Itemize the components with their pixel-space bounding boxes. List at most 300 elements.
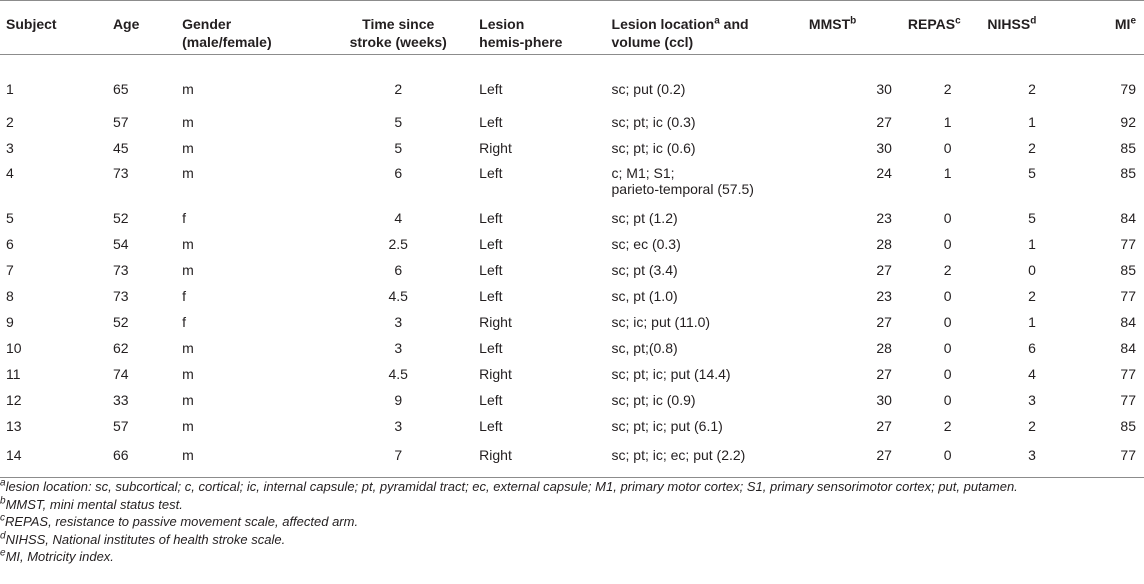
cell-location bbox=[612, 135, 809, 161]
cell-subject bbox=[0, 205, 113, 231]
cell-gender-text: m bbox=[182, 262, 194, 278]
cell-mi-text: 84 bbox=[1120, 314, 1136, 330]
cell-subject-text: 14 bbox=[6, 447, 22, 463]
cell-time bbox=[317, 55, 479, 110]
cell-time-text: 5 bbox=[394, 114, 403, 130]
cell-subject bbox=[0, 55, 113, 110]
cell-age bbox=[113, 283, 182, 309]
cell-age-text: 73 bbox=[112, 262, 129, 278]
footnote-text: MI, Motricity index. bbox=[5, 549, 114, 564]
cell-hemisphere-text: Right bbox=[479, 140, 512, 156]
header-gender bbox=[182, 1, 317, 55]
cell-repas bbox=[908, 309, 987, 335]
cell-repas-text: 0 bbox=[943, 447, 952, 463]
cell-age-text: 73 bbox=[112, 165, 129, 181]
cell-mmst bbox=[809, 335, 908, 361]
cell-repas bbox=[908, 439, 987, 478]
cell-mmst bbox=[809, 135, 908, 161]
cell-mi bbox=[1077, 135, 1144, 161]
cell-mmst-text: 30 bbox=[876, 81, 892, 97]
cell-mi-text: 85 bbox=[1120, 140, 1136, 156]
cell-mmst bbox=[809, 413, 908, 439]
cell-age bbox=[113, 231, 182, 257]
table-row bbox=[0, 361, 1144, 387]
cell-subject-text: 12 bbox=[6, 392, 22, 408]
cell-age-text: 54 bbox=[112, 236, 129, 252]
cell-age-text: 62 bbox=[112, 340, 129, 356]
header-repas-label: REPAS bbox=[907, 16, 956, 32]
cell-nihss bbox=[987, 361, 1076, 387]
cell-mmst-text: 28 bbox=[876, 236, 892, 252]
cell-location-text: sc; pt; ic; put (6.1) bbox=[611, 418, 723, 434]
cell-repas-text: 0 bbox=[943, 314, 952, 330]
header-subject-label: Subject bbox=[6, 16, 57, 32]
cell-repas bbox=[908, 361, 987, 387]
cell-location bbox=[612, 361, 809, 387]
header-time-label: Time since stroke (weeks) bbox=[349, 16, 447, 50]
cell-nihss-text: 1 bbox=[1028, 236, 1036, 252]
table-row bbox=[0, 257, 1144, 283]
cell-mi-text: 84 bbox=[1120, 340, 1136, 356]
cell-hemisphere bbox=[479, 161, 611, 205]
cell-time-text: 2 bbox=[394, 81, 403, 97]
cell-age-text: 66 bbox=[112, 447, 129, 463]
cell-mi bbox=[1077, 205, 1144, 231]
footnote-mark: a bbox=[0, 477, 6, 489]
header-mmst-label: MMST bbox=[808, 16, 851, 32]
cell-hemisphere-text: Left bbox=[479, 81, 503, 97]
cell-subject-text: 6 bbox=[6, 236, 14, 252]
cell-mmst-text: 28 bbox=[876, 340, 892, 356]
cell-gender bbox=[182, 55, 317, 110]
cell-hemisphere-text: Left bbox=[479, 340, 503, 356]
cell-nihss-text: 3 bbox=[1028, 447, 1036, 463]
cell-location bbox=[612, 413, 809, 439]
cell-hemisphere bbox=[479, 283, 611, 309]
cell-nihss bbox=[987, 205, 1076, 231]
cell-mmst bbox=[809, 257, 908, 283]
cell-time bbox=[317, 335, 479, 361]
cell-hemisphere bbox=[479, 257, 611, 283]
cell-location-text: sc; pt; ic (0.9) bbox=[611, 392, 696, 408]
cell-time-text: 4.5 bbox=[388, 288, 408, 304]
cell-age-text: 57 bbox=[112, 114, 129, 130]
cell-location-text: sc; pt; ic; ec; put (2.2) bbox=[611, 447, 746, 463]
cell-time-text: 3 bbox=[394, 314, 403, 330]
cell-age-text: 57 bbox=[112, 418, 129, 434]
cell-repas bbox=[908, 109, 987, 135]
cell-gender-text: m bbox=[182, 114, 194, 130]
cell-subject-text: 2 bbox=[6, 114, 14, 130]
header-row bbox=[0, 1, 1144, 55]
cell-location bbox=[612, 205, 809, 231]
cell-time bbox=[317, 309, 479, 335]
cell-mi bbox=[1077, 387, 1144, 413]
cell-time bbox=[317, 257, 479, 283]
cell-time-text: 5 bbox=[394, 140, 403, 156]
cell-nihss-text: 1 bbox=[1028, 314, 1036, 330]
cell-repas bbox=[908, 387, 987, 413]
cell-hemisphere bbox=[479, 205, 611, 231]
cell-nihss-text: 5 bbox=[1028, 210, 1036, 226]
cell-nihss bbox=[987, 161, 1076, 205]
cell-mi bbox=[1077, 257, 1144, 283]
cell-mi-text: 79 bbox=[1120, 81, 1136, 97]
cell-subject bbox=[0, 439, 113, 478]
header-age bbox=[113, 1, 182, 55]
cell-location-text-line2: parieto-temporal (57.5) bbox=[611, 181, 754, 197]
cell-location-text: sc, pt (1.0) bbox=[611, 288, 678, 304]
cell-repas-text: 0 bbox=[943, 392, 952, 408]
cell-repas-text: 1 bbox=[943, 114, 952, 130]
cell-gender-text: f bbox=[182, 210, 187, 226]
cell-nihss-text: 2 bbox=[1028, 140, 1036, 156]
cell-gender-text: m bbox=[182, 447, 194, 463]
cell-time-text: 6 bbox=[394, 262, 403, 278]
cell-subject bbox=[0, 257, 113, 283]
cell-hemisphere bbox=[479, 309, 611, 335]
footnote-mark: b bbox=[0, 495, 6, 507]
cell-time bbox=[317, 413, 479, 439]
cell-gender bbox=[182, 257, 317, 283]
cell-gender-text: m bbox=[182, 165, 194, 181]
cell-age-text: 65 bbox=[112, 81, 129, 97]
cell-time-text: 9 bbox=[394, 392, 403, 408]
footnote bbox=[0, 478, 1018, 496]
header-hemisphere-label: Lesion hemis-phere bbox=[479, 16, 563, 50]
cell-location-text: c; M1; S1; bbox=[611, 165, 675, 181]
cell-repas bbox=[908, 135, 987, 161]
cell-time bbox=[317, 135, 479, 161]
header-repas bbox=[908, 1, 987, 55]
cell-location-text: sc; ec (0.3) bbox=[611, 236, 681, 252]
cell-hemisphere-text: Left bbox=[479, 288, 503, 304]
table-row bbox=[0, 135, 1144, 161]
cell-mi-text: 77 bbox=[1120, 288, 1136, 304]
cell-mi-text: 77 bbox=[1120, 236, 1136, 252]
cell-repas bbox=[908, 55, 987, 110]
cell-age-text: 52 bbox=[112, 314, 129, 330]
cell-location bbox=[612, 387, 809, 413]
cell-repas-text: 1 bbox=[943, 165, 952, 181]
cell-nihss-text: 0 bbox=[1028, 262, 1036, 278]
footnote-mark: c bbox=[0, 512, 5, 524]
cell-mmst bbox=[809, 161, 908, 205]
cell-age bbox=[113, 55, 182, 110]
cell-subject-text: 9 bbox=[6, 314, 14, 330]
cell-age bbox=[113, 135, 182, 161]
cell-repas bbox=[908, 231, 987, 257]
cell-nihss bbox=[987, 283, 1076, 309]
cell-mmst-text: 27 bbox=[876, 447, 892, 463]
cell-hemisphere-text: Left bbox=[479, 262, 503, 278]
cell-time bbox=[317, 361, 479, 387]
cell-hemisphere bbox=[479, 387, 611, 413]
cell-mi-text: 77 bbox=[1120, 366, 1136, 382]
cell-location bbox=[612, 257, 809, 283]
cell-mmst-text: 24 bbox=[876, 165, 892, 181]
cell-location bbox=[612, 283, 809, 309]
cell-nihss-text: 6 bbox=[1028, 340, 1036, 356]
cell-repas bbox=[908, 257, 987, 283]
footnote bbox=[0, 496, 1018, 514]
cell-gender-text: m bbox=[182, 140, 194, 156]
cell-gender bbox=[182, 335, 317, 361]
cell-mi bbox=[1077, 309, 1144, 335]
cell-age bbox=[113, 361, 182, 387]
cell-gender-text: m bbox=[182, 418, 194, 434]
footnote bbox=[0, 513, 1018, 531]
cell-time bbox=[317, 109, 479, 135]
header-mi-footnote-mark: e bbox=[1130, 15, 1136, 27]
cell-hemisphere bbox=[479, 335, 611, 361]
cell-subject bbox=[0, 231, 113, 257]
cell-time bbox=[317, 231, 479, 257]
cell-repas bbox=[908, 335, 987, 361]
cell-mmst bbox=[809, 231, 908, 257]
cell-time bbox=[317, 161, 479, 205]
cell-location bbox=[612, 439, 809, 478]
header-mi bbox=[1077, 1, 1144, 55]
cell-mmst bbox=[809, 55, 908, 110]
cell-location bbox=[612, 55, 809, 110]
table-body bbox=[0, 55, 1144, 478]
cell-age bbox=[113, 439, 182, 478]
table-row bbox=[0, 335, 1144, 361]
cell-mi bbox=[1077, 413, 1144, 439]
cell-gender-text: m bbox=[182, 340, 194, 356]
cell-repas-text: 0 bbox=[943, 140, 952, 156]
cell-nihss bbox=[987, 55, 1076, 110]
footnote-text: NIHSS, National institutes of health stroke scale. bbox=[5, 531, 286, 547]
footnote bbox=[0, 548, 1018, 566]
footnote-mark: e bbox=[0, 547, 6, 559]
cell-mmst-text: 27 bbox=[876, 314, 892, 330]
cell-time-text: 4.5 bbox=[388, 366, 408, 382]
cell-mmst-text: 27 bbox=[876, 114, 892, 130]
cell-hemisphere bbox=[479, 361, 611, 387]
table-row bbox=[0, 55, 1144, 110]
cell-nihss-text: 2 bbox=[1028, 418, 1036, 434]
cell-nihss-text: 5 bbox=[1028, 165, 1036, 181]
cell-time-text: 3 bbox=[394, 340, 403, 356]
cell-location bbox=[612, 231, 809, 257]
table-row bbox=[0, 309, 1144, 335]
header-gender-label: Gender (male/female) bbox=[182, 16, 272, 50]
cell-repas-text: 2 bbox=[943, 418, 952, 434]
cell-gender-text: f bbox=[182, 288, 187, 304]
cell-location-text: sc, pt;(0.8) bbox=[611, 340, 678, 356]
cell-nihss bbox=[987, 387, 1076, 413]
cell-mmst bbox=[809, 283, 908, 309]
cell-mmst-text: 30 bbox=[876, 392, 892, 408]
cell-gender bbox=[182, 387, 317, 413]
cell-gender bbox=[182, 439, 317, 478]
cell-mmst bbox=[809, 439, 908, 478]
cell-repas bbox=[908, 283, 987, 309]
header-location-label-tail: and volume (ccl) bbox=[611, 16, 749, 50]
cell-repas bbox=[908, 161, 987, 205]
cell-subject bbox=[0, 335, 113, 361]
cell-age bbox=[113, 387, 182, 413]
cell-mmst bbox=[809, 387, 908, 413]
table-row bbox=[0, 231, 1144, 257]
cell-age bbox=[113, 413, 182, 439]
cell-time-text: 7 bbox=[394, 447, 403, 463]
footnote-text: MMST, mini mental status test. bbox=[5, 496, 183, 512]
header-mmst-footnote-mark: b bbox=[850, 15, 857, 27]
cell-hemisphere bbox=[479, 413, 611, 439]
cell-time-text: 4 bbox=[394, 210, 403, 226]
cell-repas-text: 0 bbox=[943, 340, 952, 356]
cell-gender bbox=[182, 109, 317, 135]
cell-hemisphere-text: Left bbox=[479, 210, 503, 226]
cell-age-text: 45 bbox=[112, 140, 129, 156]
cell-hemisphere bbox=[479, 135, 611, 161]
cell-mi bbox=[1077, 283, 1144, 309]
cell-age-text: 74 bbox=[112, 366, 129, 382]
cell-gender bbox=[182, 205, 317, 231]
cell-nihss bbox=[987, 309, 1076, 335]
cell-subject bbox=[0, 361, 113, 387]
header-location-label: Lesion location bbox=[611, 16, 715, 32]
cell-mi-text: 84 bbox=[1120, 210, 1136, 226]
header-subject bbox=[0, 1, 113, 55]
cell-subject bbox=[0, 161, 113, 205]
cell-hemisphere-text: Left bbox=[479, 236, 503, 252]
cell-hemisphere-text: Left bbox=[479, 165, 503, 181]
cell-location bbox=[612, 109, 809, 135]
table-row bbox=[0, 439, 1144, 478]
cell-gender-text: m bbox=[182, 81, 194, 97]
cell-nihss bbox=[987, 135, 1076, 161]
cell-location-text: sc; pt; ic (0.6) bbox=[611, 140, 696, 156]
cell-mi-text: 77 bbox=[1120, 447, 1136, 463]
cell-mi bbox=[1077, 231, 1144, 257]
cell-age-text: 52 bbox=[112, 210, 129, 226]
cell-gender-text: m bbox=[182, 366, 194, 382]
cell-age bbox=[113, 309, 182, 335]
footnote bbox=[0, 531, 1018, 549]
cell-nihss-text: 3 bbox=[1028, 392, 1036, 408]
cell-hemisphere bbox=[479, 55, 611, 110]
cell-age bbox=[113, 257, 182, 283]
cell-gender-text: m bbox=[182, 392, 194, 408]
cell-mmst-text: 23 bbox=[876, 210, 892, 226]
cell-nihss bbox=[987, 257, 1076, 283]
cell-hemisphere-text: Right bbox=[479, 447, 512, 463]
table-row bbox=[0, 387, 1144, 413]
cell-mi-text: 85 bbox=[1120, 418, 1136, 434]
cell-age bbox=[113, 205, 182, 231]
cell-location-text: sc; pt (3.4) bbox=[611, 262, 678, 278]
cell-subject-text: 7 bbox=[6, 262, 14, 278]
header-nihss-label: NIHSS bbox=[987, 16, 1031, 32]
cell-age-text: 33 bbox=[112, 392, 129, 408]
header-mmst bbox=[809, 1, 908, 55]
cell-location-text: sc; pt; ic (0.3) bbox=[611, 114, 696, 130]
cell-mi bbox=[1077, 439, 1144, 478]
table-row bbox=[0, 109, 1144, 135]
table-row bbox=[0, 161, 1144, 205]
cell-age-text: 73 bbox=[112, 288, 129, 304]
cell-repas-text: 2 bbox=[943, 81, 952, 97]
cell-location-text: sc; pt; ic; put (14.4) bbox=[611, 366, 731, 382]
cell-hemisphere-text: Right bbox=[479, 314, 512, 330]
cell-hemisphere-text: Right bbox=[479, 366, 512, 382]
cell-mi bbox=[1077, 161, 1144, 205]
cell-nihss bbox=[987, 413, 1076, 439]
cell-nihss-text: 4 bbox=[1028, 366, 1036, 382]
table-footnotes bbox=[0, 478, 1018, 566]
cell-location-text: sc; put (0.2) bbox=[611, 81, 686, 97]
cell-repas-text: 2 bbox=[943, 262, 952, 278]
cell-age bbox=[113, 161, 182, 205]
cell-hemisphere bbox=[479, 109, 611, 135]
cell-location-text: sc; ic; put (11.0) bbox=[611, 314, 711, 330]
cell-time bbox=[317, 439, 479, 478]
cell-age bbox=[113, 109, 182, 135]
header-nihss-footnote-mark: d bbox=[1030, 15, 1037, 27]
cell-time-text: 6 bbox=[394, 165, 403, 181]
cell-mi bbox=[1077, 109, 1144, 135]
cell-mi-text: 85 bbox=[1120, 262, 1136, 278]
cell-gender bbox=[182, 135, 317, 161]
cell-subject bbox=[0, 387, 113, 413]
cell-hemisphere-text: Left bbox=[479, 392, 503, 408]
cell-mmst bbox=[809, 205, 908, 231]
cell-mi-text: 77 bbox=[1120, 392, 1136, 408]
cell-mmst-text: 27 bbox=[876, 366, 892, 382]
cell-repas bbox=[908, 413, 987, 439]
cell-repas bbox=[908, 205, 987, 231]
cell-gender-text: m bbox=[182, 236, 194, 252]
table-row bbox=[0, 413, 1144, 439]
cell-mi bbox=[1077, 361, 1144, 387]
header-age-label: Age bbox=[112, 16, 140, 32]
cell-mi bbox=[1077, 335, 1144, 361]
cell-gender-text: f bbox=[182, 314, 187, 330]
cell-mmst bbox=[809, 109, 908, 135]
cell-mmst bbox=[809, 361, 908, 387]
cell-hemisphere-text: Left bbox=[479, 114, 503, 130]
cell-age bbox=[113, 335, 182, 361]
cell-mi bbox=[1077, 55, 1144, 110]
cell-subject bbox=[0, 309, 113, 335]
cell-subject-text: 13 bbox=[6, 418, 22, 434]
cell-mmst bbox=[809, 309, 908, 335]
cell-location bbox=[612, 161, 809, 205]
cell-repas-text: 0 bbox=[943, 210, 952, 226]
cell-time bbox=[317, 283, 479, 309]
cell-subject-text: 3 bbox=[6, 140, 14, 156]
cell-repas-text: 0 bbox=[943, 366, 952, 382]
cell-subject-text: 1 bbox=[6, 81, 14, 97]
cell-subject-text: 8 bbox=[6, 288, 14, 304]
table-header bbox=[0, 1, 1144, 55]
cell-location-text: sc; pt (1.2) bbox=[611, 210, 678, 226]
header-mi-label: MI bbox=[1114, 16, 1131, 32]
cell-gender bbox=[182, 309, 317, 335]
cell-time bbox=[317, 205, 479, 231]
cell-subject-text: 11 bbox=[6, 366, 21, 382]
cell-hemisphere bbox=[479, 231, 611, 257]
cell-subject-text: 5 bbox=[6, 210, 14, 226]
cell-location bbox=[612, 335, 809, 361]
cell-time-text: 2.5 bbox=[388, 236, 408, 252]
cell-gender bbox=[182, 161, 317, 205]
cell-subject-text: 10 bbox=[6, 340, 22, 356]
